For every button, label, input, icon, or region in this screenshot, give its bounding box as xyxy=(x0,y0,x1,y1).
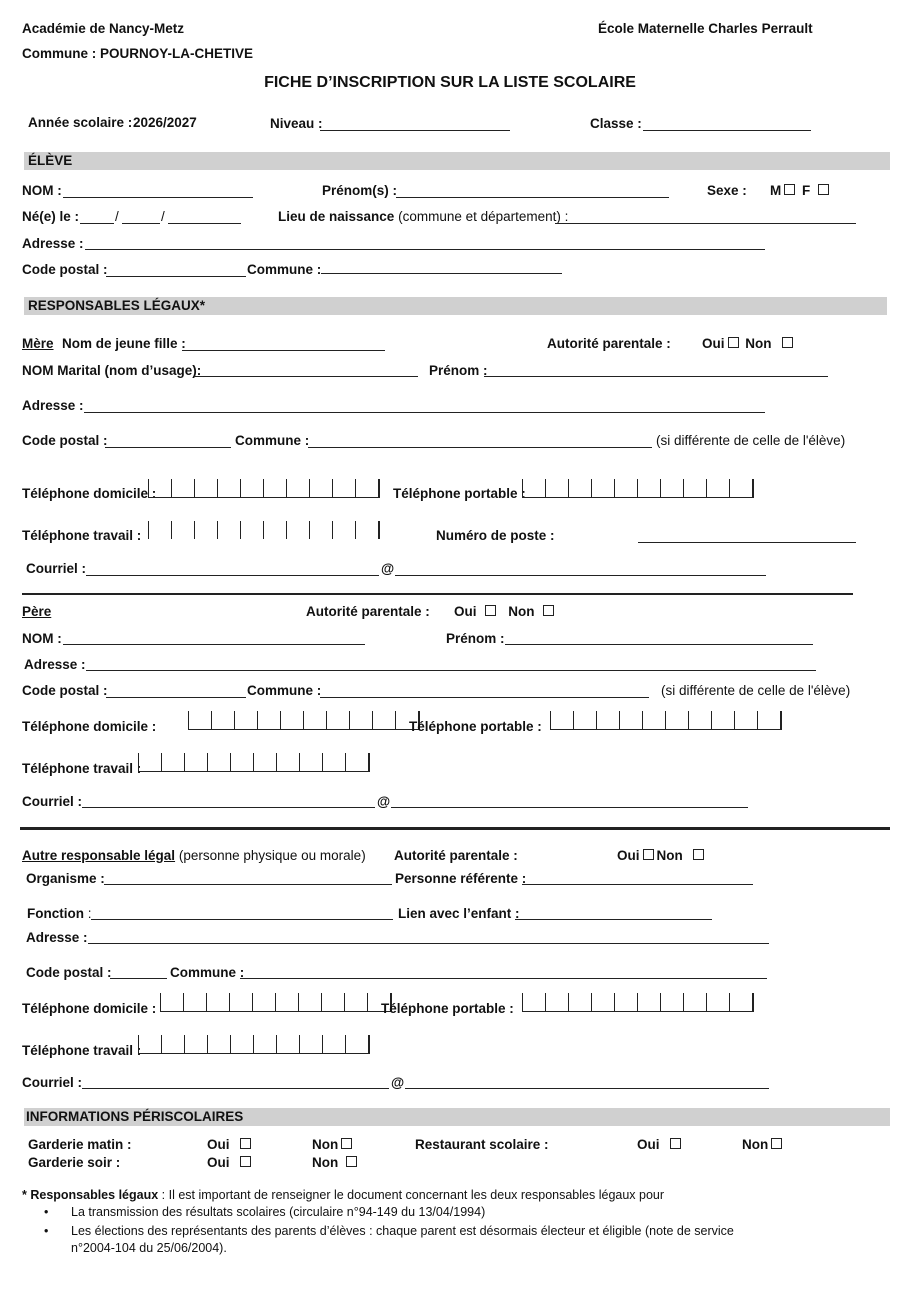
autre-courriel-domain-field[interactable] xyxy=(405,1088,769,1089)
autre-autorite-oui-checkbox[interactable] xyxy=(643,849,654,860)
periscolaire-section-header xyxy=(24,1108,890,1126)
non-label: Non xyxy=(312,1137,339,1152)
autorite-oui-label: Oui xyxy=(702,336,725,351)
autre-tel-dom-label: Téléphone domicile : xyxy=(22,1001,157,1016)
pere-si-diff-note: (si différente de celle de l'élève) xyxy=(661,683,851,698)
oui-label: Oui xyxy=(207,1137,230,1152)
pere-courriel-at: @ xyxy=(377,794,391,809)
autre-adresse-label: Adresse : xyxy=(26,930,88,945)
academy-name: Académie de Nancy-Metz xyxy=(22,21,185,36)
autre-courriel-at: @ xyxy=(391,1075,405,1090)
autre-organisme-label: Organisme : xyxy=(26,871,105,886)
autre-tel-dom-field[interactable] xyxy=(160,993,392,1012)
pere-commune-field[interactable] xyxy=(320,697,649,698)
eleve-cp-label: Code postal : xyxy=(22,262,108,277)
eleve-adresse-label: Adresse : xyxy=(22,236,84,251)
niveau-label: Niveau : xyxy=(270,116,323,131)
restaurant-oui xyxy=(637,1137,684,1153)
mere-si-diff-note: (si différente de celle de l'élève) xyxy=(656,433,846,448)
eleve-sexe-label: Sexe : xyxy=(707,183,747,198)
autre-autorite-label: Autorité parentale : xyxy=(394,848,518,863)
school-name: École Maternelle Charles Perrault xyxy=(598,21,813,36)
eleve-adresse-field[interactable] xyxy=(85,249,765,250)
pere-autorite-oui-checkbox[interactable] xyxy=(485,605,496,616)
sexe-f-label: F xyxy=(802,183,811,198)
autre-lien-field[interactable] xyxy=(515,919,712,920)
mere-num-poste-label: Numéro de poste : xyxy=(436,528,555,543)
autorite-non-label: Non xyxy=(508,604,535,619)
autre-courriel-label: Courriel : xyxy=(22,1075,83,1090)
autre-lien-label: Lien avec l’enfant : xyxy=(398,906,520,921)
pere-tel-port-field[interactable] xyxy=(550,711,782,730)
autre-cp-label: Code postal : xyxy=(26,965,112,980)
autre-heading-bold: Autre responsable légal xyxy=(22,848,176,863)
pere-courriel-user-field[interactable] xyxy=(82,807,375,808)
eleve-prenom-label: Prénom(s) : xyxy=(322,183,398,198)
autre-fonction-label xyxy=(27,906,92,922)
pere-tel-dom-label: Téléphone domicile : xyxy=(22,719,157,734)
garderie-soir-oui-checkbox[interactable] xyxy=(240,1156,251,1167)
autre-organisme-field[interactable] xyxy=(104,884,392,885)
restaurant-non-checkbox[interactable] xyxy=(771,1138,782,1149)
mere-nom-jeune-fille-field[interactable] xyxy=(182,350,385,351)
autre-fonction-colon: : xyxy=(87,906,92,921)
autre-commune-field[interactable] xyxy=(240,978,767,979)
niveau-field[interactable] xyxy=(320,130,510,131)
mere-prenom-label: Prénom : xyxy=(429,363,488,378)
eleve-commune-label: Commune : xyxy=(247,262,322,277)
pere-cp-label: Code postal : xyxy=(22,683,108,698)
separator-line xyxy=(22,593,853,595)
lieu-naissance-bold: Lieu de naissance xyxy=(278,209,395,224)
commune-name: Commune : POURNOY-LA-CHETIVE xyxy=(22,46,254,61)
garderie-matin-oui-checkbox[interactable] xyxy=(240,1138,251,1149)
pere-autorite-non-checkbox[interactable] xyxy=(543,605,554,616)
mere-courriel-user-field[interactable] xyxy=(86,575,379,576)
mere-adresse-label: Adresse : xyxy=(22,398,84,413)
mere-commune-label: Commune : xyxy=(235,433,310,448)
mere-tel-port-label: Téléphone portable : xyxy=(393,486,526,501)
responsables-section-title: RESPONSABLES LÉGAUX* xyxy=(28,298,206,313)
year-value: 2026/2027 xyxy=(133,115,197,130)
autre-tel-port-label: Téléphone portable : xyxy=(381,1001,514,1016)
classe-field[interactable] xyxy=(643,130,811,131)
autre-personne-ref-field[interactable] xyxy=(522,884,753,885)
autre-commune-label: Commune : xyxy=(170,965,245,980)
mere-adresse-field[interactable] xyxy=(84,412,765,413)
mere-tel-trav-field[interactable] xyxy=(148,521,380,539)
mere-autorite-non-checkbox[interactable] xyxy=(782,337,793,348)
garderie-matin-oui xyxy=(207,1137,254,1153)
eleve-section-title: ÉLÈVE xyxy=(28,153,73,168)
footer-note xyxy=(22,1187,664,1203)
mere-autorite-oui-checkbox[interactable] xyxy=(728,337,739,348)
periscolaire-section-title: INFORMATIONS PÉRISCOLAIRES xyxy=(26,1109,244,1124)
date-separator: / xyxy=(161,209,165,224)
mere-nom-marital-label: NOM Marital (nom d’usage): xyxy=(22,363,202,378)
page-title: FICHE D’INSCRIPTION SUR LA LISTE SCOLAIRE xyxy=(264,74,636,91)
footer-bullet-2a: Les élections des représentants des parents d’élèves : chaque parent est désormais électeur et éligible (note de service xyxy=(71,1224,734,1238)
garderie-matin-non xyxy=(312,1137,355,1153)
sexe-m-checkbox[interactable] xyxy=(784,184,795,195)
non-label: Non xyxy=(742,1137,769,1152)
mere-cp-label: Code postal : xyxy=(22,433,108,448)
mere-nom-marital-field[interactable] xyxy=(193,376,418,377)
autorite-non-label: Non xyxy=(745,336,772,351)
eleve-cp-field[interactable] xyxy=(106,276,246,277)
eleve-commune-field[interactable] xyxy=(321,273,562,274)
pere-tel-trav-field[interactable] xyxy=(138,753,370,772)
autre-tel-trav-label: Téléphone travail : xyxy=(22,1043,142,1058)
separator-line-thick xyxy=(20,827,890,830)
eleve-nom-label: NOM : xyxy=(22,183,62,198)
mere-courriel-label: Courriel : xyxy=(26,561,87,576)
birth-day-field[interactable] xyxy=(80,223,114,224)
mere-tel-dom-field[interactable] xyxy=(148,479,380,498)
autre-heading-rest: (personne physique ou morale) xyxy=(178,848,366,863)
pere-heading: Père xyxy=(22,604,52,619)
autorite-oui-label: Oui xyxy=(454,604,477,619)
mere-num-poste-field[interactable] xyxy=(638,542,856,543)
bullet-icon: • xyxy=(44,1224,49,1238)
lieu-naissance-label xyxy=(278,209,568,225)
eleve-ne-label: Né(e) le : xyxy=(22,209,80,224)
restaurant-label: Restaurant scolaire : xyxy=(415,1137,549,1152)
non-label: Non xyxy=(312,1155,339,1170)
classe-label: Classe : xyxy=(590,116,642,131)
year-label: Année scolaire : xyxy=(28,115,133,130)
mere-courriel-at: @ xyxy=(381,561,395,576)
pere-cp-field[interactable] xyxy=(106,697,246,698)
pere-courriel-label: Courriel : xyxy=(22,794,83,809)
pere-prenom-field[interactable] xyxy=(505,644,813,645)
pere-tel-trav-label: Téléphone travail : xyxy=(22,761,142,776)
restaurant-oui-checkbox[interactable] xyxy=(670,1138,681,1149)
eleve-sexe-options xyxy=(770,183,832,199)
date-separator: / xyxy=(115,209,119,224)
mere-tel-dom-label: Téléphone domicile : xyxy=(22,486,157,501)
restaurant-non xyxy=(742,1137,785,1153)
autorite-oui-label: Oui xyxy=(617,848,640,863)
pere-adresse-label: Adresse : xyxy=(24,657,86,672)
lieu-naissance-field[interactable] xyxy=(555,223,856,224)
mere-tel-trav-label: Téléphone travail : xyxy=(22,528,142,543)
autre-tel-trav-field[interactable] xyxy=(138,1035,370,1054)
pere-nom-label: NOM : xyxy=(22,631,62,646)
footer-note-text: : Il est important de renseigner le document concernant les deux responsables légaux pour xyxy=(161,1188,665,1202)
garderie-soir-non-checkbox[interactable] xyxy=(346,1156,357,1167)
mere-autorite-label: Autorité parentale : xyxy=(547,336,671,351)
pere-tel-dom-field[interactable] xyxy=(188,711,420,730)
pere-prenom-label: Prénom : xyxy=(446,631,505,646)
garderie-soir-label: Garderie soir : xyxy=(28,1155,121,1170)
oui-label: Oui xyxy=(207,1155,230,1170)
autre-fonction-field[interactable] xyxy=(91,919,393,920)
autre-fonction-text: Fonction xyxy=(27,906,84,921)
mere-nom-jeune-fille-label: Nom de jeune fille : xyxy=(62,336,186,351)
sexe-m-label: M xyxy=(770,183,782,198)
footer-note-bold: * Responsables légaux xyxy=(22,1188,159,1202)
bullet-icon: • xyxy=(44,1205,49,1219)
autre-courriel-user-field[interactable] xyxy=(82,1088,389,1089)
autre-adresse-field[interactable] xyxy=(88,943,769,944)
autre-autorite-non-checkbox[interactable] xyxy=(693,849,704,860)
pere-autorite-options xyxy=(454,604,557,620)
mere-tel-port-field[interactable] xyxy=(522,479,754,498)
eleve-section-header xyxy=(24,152,890,170)
oui-label: Oui xyxy=(637,1137,660,1152)
autorite-non-label: Non xyxy=(656,848,683,863)
garderie-soir-oui xyxy=(207,1155,254,1171)
garderie-matin-label: Garderie matin : xyxy=(28,1137,132,1152)
sexe-f-checkbox[interactable] xyxy=(818,184,829,195)
autre-heading xyxy=(22,848,366,864)
pere-commune-label: Commune : xyxy=(247,683,322,698)
autre-autorite-options xyxy=(617,848,707,864)
garderie-matin-non-checkbox[interactable] xyxy=(341,1138,352,1149)
pere-courriel-domain-field[interactable] xyxy=(391,807,748,808)
footer-bullet-2b: n°2004-104 du 25/06/2004). xyxy=(71,1241,227,1255)
mere-cp-field[interactable] xyxy=(105,447,231,448)
eleve-prenom-field[interactable] xyxy=(396,197,669,198)
footer-bullet-1: La transmission des résultats scolaires (circulaire n°94-149 du 13/04/1994) xyxy=(71,1205,486,1219)
mere-prenom-field[interactable] xyxy=(484,376,828,377)
birth-month-field[interactable] xyxy=(122,223,160,224)
responsables-section-header xyxy=(24,297,887,315)
autre-personne-ref-label: Personne référente : xyxy=(395,871,527,886)
mere-heading: Mère xyxy=(22,336,54,351)
pere-nom-field[interactable] xyxy=(63,644,365,645)
garderie-soir-non xyxy=(312,1155,360,1171)
birth-year-field[interactable] xyxy=(168,223,241,224)
autre-tel-port-field[interactable] xyxy=(522,993,754,1012)
autre-cp-field[interactable] xyxy=(110,978,167,979)
pere-tel-port-label: Téléphone portable : xyxy=(409,719,542,734)
mere-commune-field[interactable] xyxy=(308,447,652,448)
pere-adresse-field[interactable] xyxy=(86,670,816,671)
lieu-naissance-rest: (commune et département) : xyxy=(398,209,569,224)
pere-autorite-label: Autorité parentale : xyxy=(306,604,430,619)
mere-courriel-domain-field[interactable] xyxy=(395,575,766,576)
eleve-nom-field[interactable] xyxy=(63,197,253,198)
mere-autorite-options xyxy=(702,336,796,352)
